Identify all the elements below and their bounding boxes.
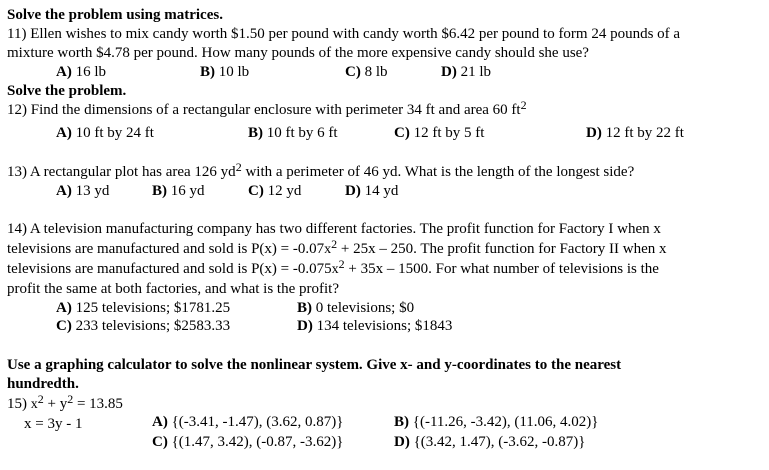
- q14-option-c[interactable]: [56, 317, 230, 335]
- q13-option-a[interactable]: [56, 182, 109, 200]
- option-text: 0 televisions; $0: [315, 300, 415, 316]
- option-letter: A): [56, 300, 72, 316]
- q15-option-c[interactable]: [152, 433, 343, 451]
- option-text: 10 ft by 24 ft: [75, 125, 154, 141]
- q15-x: x: [30, 397, 38, 412]
- option-letter: D): [345, 183, 361, 199]
- q13-option-b[interactable]: [152, 182, 205, 200]
- q13-option-c[interactable]: [248, 182, 301, 200]
- option-letter: B): [394, 414, 409, 430]
- option-text: 10 ft by 6 ft: [266, 125, 338, 141]
- q14-line2-x: x: [324, 242, 332, 257]
- q11-text-line1: 11) Ellen wishes to mix candy worth $1.50 per pound with candy worth $6.42 per pound to form 24 pounds of a: [7, 26, 681, 42]
- option-letter: D): [441, 64, 457, 80]
- option-text: 233 televisions; $2583.33: [75, 318, 231, 334]
- option-text: 12 ft by 22 ft: [605, 125, 684, 141]
- q12-text: [7, 98, 527, 119]
- option-letter: A): [56, 125, 72, 141]
- option-text: {(-3.41, -1.47), (3.62, 0.87)}: [171, 414, 344, 430]
- section-heading-graphing: Use a graphing calculator to solve the nonlinear system. Give x- and y-coordinates to the nearest: [7, 357, 622, 373]
- q14-option-d[interactable]: [297, 317, 452, 335]
- option-text: 13 yd: [75, 183, 110, 199]
- q15-option-b[interactable]: [394, 413, 599, 431]
- option-text: 12 ft by 5 ft: [413, 125, 485, 141]
- q15-rest: = 13.85: [73, 396, 123, 412]
- q13-text-b: with a perimeter of 46 yd. What is the length of the longest side?: [241, 164, 635, 180]
- q15-option-d[interactable]: [394, 433, 585, 451]
- q11-option-c[interactable]: [345, 63, 388, 81]
- option-text: {(3.42, 1.47), (-3.62, -0.87)}: [413, 434, 586, 450]
- q14-line2-b: + 25x – 250. The profit function for Factory II when x: [337, 241, 667, 257]
- q15-equation1: [7, 392, 123, 414]
- option-letter: D): [297, 318, 313, 334]
- q15-equation2: x = 3y - 1: [24, 416, 83, 432]
- q11-option-b[interactable]: [200, 63, 249, 81]
- option-text: 10 lb: [218, 64, 250, 80]
- q14-text-line4: profit the same at both factories, and what is the profit?: [7, 281, 339, 297]
- option-letter: C): [56, 318, 72, 334]
- option-text: 21 lb: [460, 64, 491, 80]
- option-text: {(1.47, 3.42), (-0.87, -3.62)}: [171, 434, 344, 450]
- q14-line3-x: x: [331, 262, 339, 277]
- q14-option-b[interactable]: [297, 299, 414, 317]
- option-letter: C): [248, 183, 264, 199]
- q14-text-line2: [7, 237, 667, 259]
- option-text: 125 televisions; $1781.25: [75, 300, 231, 316]
- option-letter: B): [297, 300, 312, 316]
- q14-line2-a: televisions are manufactured and sold is P(x) = -0.07: [7, 241, 325, 257]
- q11-option-d[interactable]: [441, 63, 491, 81]
- option-letter: C): [152, 434, 168, 450]
- option-text: 8 lb: [364, 64, 388, 80]
- section-heading-graphing-line2: hundredth.: [7, 376, 79, 392]
- q11-option-a[interactable]: [56, 63, 106, 81]
- q12-option-b[interactable]: [248, 124, 338, 142]
- q11-text-line2: mixture worth $4.78 per pound. How many pounds of the more expensive candy should she use?: [7, 45, 589, 61]
- q14-line3-a: televisions are manufactured and sold is P(x) = -0.075: [7, 261, 332, 277]
- option-text: 16 lb: [75, 64, 106, 80]
- q14-option-a[interactable]: [56, 299, 230, 317]
- q15-plus-y: + y: [43, 396, 68, 412]
- q15-superscript-2: 2: [67, 392, 74, 406]
- option-text: {(-11.26, -3.42), (11.06, 4.02)}: [412, 414, 599, 430]
- option-text: 12 yd: [267, 183, 302, 199]
- option-letter: A): [56, 183, 72, 199]
- q15-superscript-1: 2: [37, 392, 44, 406]
- q12-superscript: 2: [520, 98, 527, 112]
- q13-text: [7, 160, 635, 181]
- q13-text-a: 13) A rectangular plot has area 126 yd: [7, 164, 236, 180]
- option-letter: C): [345, 64, 361, 80]
- q14-line3-superscript: 2: [338, 257, 345, 271]
- option-letter: C): [394, 125, 410, 141]
- option-letter: B): [248, 125, 263, 141]
- option-letter: D): [586, 125, 602, 141]
- q14-text-line3: [7, 257, 659, 279]
- q12-option-a[interactable]: [56, 124, 154, 142]
- option-letter: B): [200, 64, 215, 80]
- q13-option-d[interactable]: [345, 182, 398, 200]
- q15-prefix: 15): [7, 396, 31, 412]
- q15-option-a[interactable]: [152, 413, 343, 431]
- option-text: 134 televisions; $1843: [316, 318, 453, 334]
- q14-line3-b: + 35x – 1500. For what number of televisions is the: [344, 261, 659, 277]
- section-heading-solve: Solve the problem.: [7, 83, 127, 99]
- q12-option-d[interactable]: [586, 124, 684, 142]
- option-text: 16 yd: [170, 183, 205, 199]
- section-heading-matrices: Solve the problem using matrices.: [7, 7, 223, 23]
- option-text: 14 yd: [364, 183, 399, 199]
- option-letter: A): [152, 414, 168, 430]
- q12-text-main: 12) Find the dimensions of a rectangular enclosure with perimeter 34 ft and area 60 ft: [7, 102, 521, 118]
- option-letter: A): [56, 64, 72, 80]
- q14-text-line1: 14) A television manufacturing company has two different factories. The profit function for Factory I when x: [7, 221, 661, 237]
- q14-line2-superscript: 2: [331, 237, 338, 251]
- option-letter: D): [394, 434, 410, 450]
- q12-option-c[interactable]: [394, 124, 484, 142]
- q13-superscript: 2: [235, 160, 242, 174]
- option-letter: B): [152, 183, 167, 199]
